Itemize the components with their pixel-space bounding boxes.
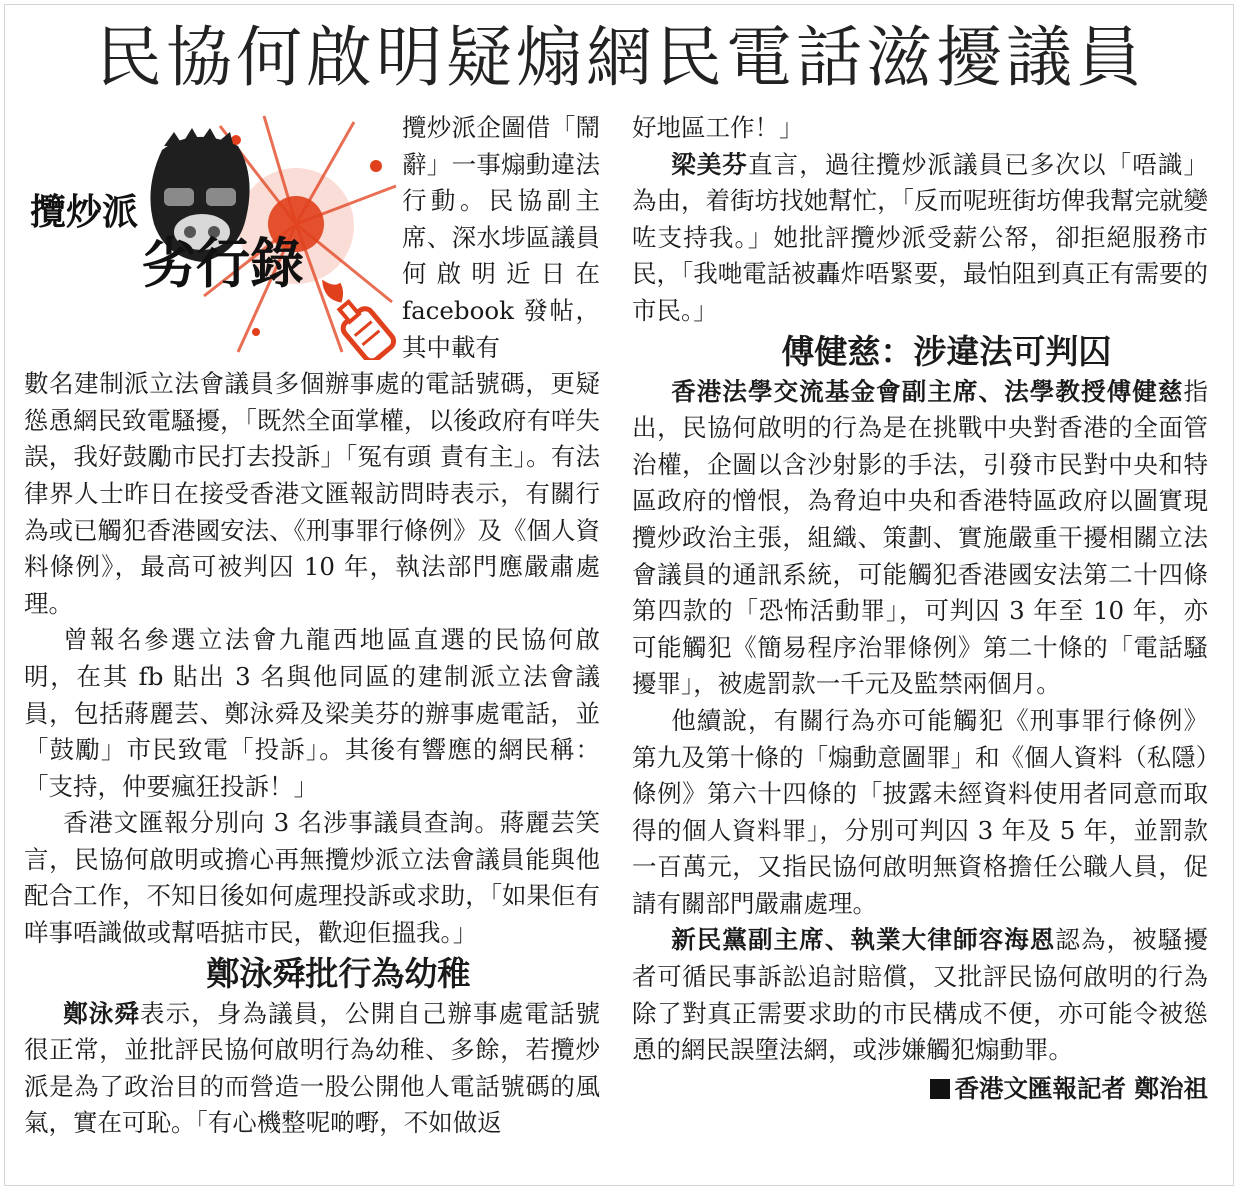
intro-paragraph-wrap: 攬炒派企圖借「鬧辭」一事煽動違法行動。民協副主席、深水埗區議員何啟明近日在 facebook 發帖，其中載有 xyxy=(402,113,600,362)
paragraph xyxy=(24,996,600,1142)
column-logo xyxy=(24,106,402,360)
left-column xyxy=(24,110,600,1142)
logo-graphic xyxy=(24,106,402,360)
logo-line2: 劣行錄 xyxy=(142,232,304,295)
speaker-name: 新民黨副主席、執業大律師容海恩 xyxy=(671,925,1056,955)
paragraph-text: 指出，民協何啟明的行為是在挑戰中央對香港的全面管治權，企圖以含沙射影的手法，引發市民對中央和特區政府的憎恨，為脅迫中央和香港特區政府以圖實現攬炒政治主張，組織、策劃、實施嚴重干擾相關立法會議員的通訊系統，可能觸犯香港國安法第二十四條第四款的「恐怖活動罪」，可判囚 3 年至 10 年，亦可能觸犯《簡易程序治罪條例》第二十條的「電話騷擾罪」，被處罰款一千元及監禁兩個月。 xyxy=(632,376,1208,699)
paragraph-text: 直言，過往攬炒派議員已多次以「唔識」為由，着街坊找她幫忙，「反而呢班街坊俾我幫完就變咗支持我。」她批評攬炒派受薪公帑，卻拒絕服務市民，「我哋電話被轟炸唔緊要，最怕阻到真正有需要的市民。」 xyxy=(632,149,1209,325)
paragraph xyxy=(632,922,1208,1068)
paragraph xyxy=(632,147,1208,330)
logo-line1: 攬炒派 xyxy=(30,192,139,233)
paragraph-text: 表示，身為議員，公開自己辦事處電話號很正常，並批評民協何啟明行為幼稚、多餘，若攬炒派是為了政治目的而營造一股公開他人電話號碼的風氣，實在可恥。「有心機整呢啲嘢，不如做返 xyxy=(24,998,601,1138)
petrol-bomb-icon xyxy=(309,269,397,360)
byline xyxy=(632,1071,1208,1108)
speaker-name: 梁美芬 xyxy=(671,149,749,179)
right-column xyxy=(632,110,1208,1107)
square-bullet-icon xyxy=(930,1079,950,1099)
paragraph: 他續說，有關行為亦可能觸犯《刑事罪行條例》第九及第十條的「煽動意圖罪」和《個人資料（私隱）條例》第六十四條的「披露未經資料使用者同意而取得的個人資料罪」，分別可判囚 3 年及 5 年，並罰款一百萬元，又指民協何啟明無資格擔任公職人員，促請有關部門嚴肅處理。 xyxy=(632,705,1208,918)
paragraph-continued: 好地區工作！」 xyxy=(632,113,804,142)
headline: 民協何啟明疑煽網民電話滋擾議員 xyxy=(96,19,1146,96)
speaker-name: 香港法學交流基金會副主席、法學教授傅健慈 xyxy=(671,376,1184,406)
subheading: 傅健慈：涉違法可判囚 xyxy=(781,331,1112,371)
paragraph: 香港文匯報分別向 3 名涉事議員查詢。蔣麗芸笑言，民協何啟明或擔心再無攬炒派立法會議員能與他配合工作，不知日後如何處理投訴或求助，「如果佢有咩事唔識做或幫唔掂市民，歡迎佢搵我。」 xyxy=(24,808,600,948)
intro-paragraph-rest: 數名建制派立法會議員多個辦事處的電話號碼，更疑慫恿網民致電騷擾，「既然全面掌權，以後政府有咩失誤，我好鼓勵市民打去投訴」「冤有頭 責有主」。有法律界人士昨日在接受香港文匯報訪問時表示，有關行為或已觸犯香港國安法、《刑事罪行條例》及《個人資料條例》，最高可被判囚 10 年，執法部門應嚴肅處理。 xyxy=(24,369,600,618)
subheading: 鄭泳舜批行為幼稚 xyxy=(206,953,471,993)
paragraph: 曾報名參選立法會九龍西地區直選的民協何啟明，在其 fb 貼出 3 名與他同區的建制派立法會議員，包括蔣麗芸、鄭泳舜及梁美芬的辦事處電話，並「鼓勵」市民致電「投訴」。其後有響應的網民稱：「支持，仲要瘋狂投訴！」 xyxy=(24,625,600,801)
byline-text: 香港文匯報記者 鄭治祖 xyxy=(954,1073,1208,1103)
paragraph-text: 認為，被騷擾者可循民事訴訟追討賠償，又批評民協何啟明的行為除了對真正需要求助的市民構成不便，亦可能令被慫恿的網民誤墮法網，或涉嫌觸犯煽動罪。 xyxy=(632,925,1208,1065)
speaker-name: 鄭泳舜 xyxy=(63,998,141,1028)
paragraph xyxy=(632,374,1208,703)
